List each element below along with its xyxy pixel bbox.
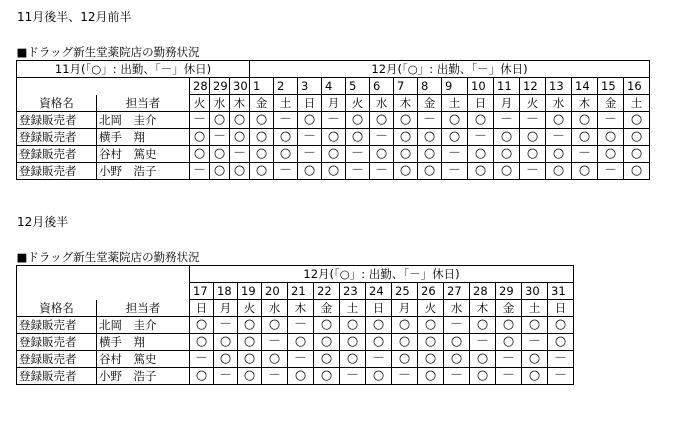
table-row — [17, 334, 574, 351]
weekday-cell: 金 — [314, 300, 340, 317]
attendance-off-mark: － — [548, 368, 574, 385]
attendance-present-mark: ○ — [322, 146, 346, 163]
blank-date-cell — [17, 283, 190, 300]
attendance-off-mark: － — [444, 317, 470, 334]
weekday-cell: 月 — [494, 95, 520, 112]
attendance-off-mark: － — [442, 146, 468, 163]
attendance-present-mark: ○ — [262, 317, 288, 334]
date-cell: 25 — [392, 283, 418, 300]
month-header-row — [17, 61, 650, 78]
table-row — [17, 163, 650, 180]
column-header-qualification: 資格名 — [17, 300, 97, 317]
attendance-off-mark: － — [598, 163, 624, 180]
person-name-cell: 小野 浩子 — [97, 368, 190, 385]
attendance-off-mark: － — [214, 368, 238, 385]
attendance-present-mark: ○ — [370, 112, 394, 129]
weekday-cell: 木 — [288, 300, 314, 317]
attendance-off-mark: － — [262, 334, 288, 351]
attendance-present-mark: ○ — [496, 317, 522, 334]
weekday-cell: 水 — [444, 300, 470, 317]
blank-date-cell — [17, 78, 190, 95]
attendance-present-mark: ○ — [522, 317, 548, 334]
attendance-off-mark: － — [522, 334, 548, 351]
attendance-off-mark: － — [494, 112, 520, 129]
attendance-off-mark: － — [274, 163, 298, 180]
date-cell: 21 — [288, 283, 314, 300]
table-title: ■ドラッグ新生堂薬院店の勤務状況 — [17, 249, 574, 266]
date-cell: 18 — [214, 283, 238, 300]
attendance-present-mark: ○ — [418, 334, 444, 351]
date-cell: 1 — [250, 78, 274, 95]
attendance-off-mark: － — [496, 351, 522, 368]
date-cell: 5 — [346, 78, 370, 95]
attendance-off-mark: － — [190, 112, 210, 129]
attendance-present-mark: ○ — [548, 334, 574, 351]
date-cell: 20 — [262, 283, 288, 300]
weekday-cell: 月 — [392, 300, 418, 317]
qualification-cell: 登録販売者 — [17, 351, 97, 368]
weekday-cell: 日 — [190, 300, 214, 317]
attendance-off-mark: － — [366, 351, 392, 368]
date-cell: 6 — [370, 78, 394, 95]
attendance-present-mark: ○ — [274, 146, 298, 163]
attendance-present-mark: ○ — [238, 351, 262, 368]
table-row — [17, 351, 574, 368]
attendance-present-mark: ○ — [210, 163, 230, 180]
attendance-present-mark: ○ — [522, 368, 548, 385]
person-name-cell: 北岡 圭介 — [97, 317, 190, 334]
person-name-cell: 小野 浩子 — [97, 163, 190, 180]
attendance-present-mark: ○ — [298, 163, 322, 180]
attendance-present-mark: ○ — [572, 129, 598, 146]
weekday-cell: 日 — [548, 300, 574, 317]
date-cell: 7 — [394, 78, 418, 95]
section-heading-2: 12月後半 — [17, 215, 69, 229]
date-cell: 29 — [210, 78, 230, 95]
weekday-cell: 水 — [546, 95, 572, 112]
attendance-present-mark: ○ — [238, 334, 262, 351]
attendance-present-mark: ○ — [496, 334, 522, 351]
attendance-present-mark: ○ — [470, 368, 496, 385]
person-name-cell: 谷村 篤史 — [97, 146, 190, 163]
weekday-cell: 金 — [598, 95, 624, 112]
attendance-present-mark: ○ — [210, 112, 230, 129]
weekday-cell: 木 — [394, 95, 418, 112]
person-name-cell: 北岡 圭介 — [97, 112, 190, 129]
attendance-present-mark: ○ — [624, 163, 650, 180]
attendance-present-mark: ○ — [418, 146, 442, 163]
attendance-off-mark: － — [298, 146, 322, 163]
date-cell: 24 — [366, 283, 392, 300]
attendance-off-mark: － — [370, 163, 394, 180]
weekday-cell: 金 — [496, 300, 522, 317]
attendance-off-mark: － — [346, 146, 370, 163]
date-row — [17, 283, 574, 300]
attendance-off-mark: － — [442, 163, 468, 180]
attendance-present-mark: ○ — [314, 334, 340, 351]
attendance-off-mark: － — [230, 146, 250, 163]
attendance-present-mark: ○ — [250, 112, 274, 129]
attendance-present-mark: ○ — [314, 317, 340, 334]
attendance-off-mark: － — [370, 129, 394, 146]
attendance-present-mark: ○ — [572, 112, 598, 129]
attendance-present-mark: ○ — [392, 334, 418, 351]
blank-header-cell — [17, 266, 190, 283]
date-cell: 8 — [418, 78, 442, 95]
table-title-row — [17, 44, 650, 61]
month-group-right: 12月(「○」: 出勤、「－」休日) — [250, 61, 650, 78]
attendance-present-mark: ○ — [520, 146, 546, 163]
attendance-present-mark: ○ — [418, 368, 444, 385]
date-cell: 3 — [298, 78, 322, 95]
attendance-present-mark: ○ — [394, 129, 418, 146]
attendance-present-mark: ○ — [322, 163, 346, 180]
attendance-off-mark: － — [470, 334, 496, 351]
attendance-off-mark: － — [288, 317, 314, 334]
weekday-cell: 月 — [322, 95, 346, 112]
weekday-cell: 月 — [214, 300, 238, 317]
weekday-cell: 水 — [262, 300, 288, 317]
person-name-cell: 谷村 篤史 — [97, 351, 190, 368]
attendance-off-mark: － — [210, 129, 230, 146]
attendance-present-mark: ○ — [598, 146, 624, 163]
date-cell: 26 — [418, 283, 444, 300]
weekday-cell: 水 — [210, 95, 230, 112]
date-cell: 15 — [598, 78, 624, 95]
attendance-present-mark: ○ — [470, 317, 496, 334]
attendance-off-mark: － — [190, 163, 210, 180]
attendance-present-mark: ○ — [214, 334, 238, 351]
attendance-present-mark: ○ — [394, 112, 418, 129]
attendance-present-mark: ○ — [250, 146, 274, 163]
weekday-cell: 日 — [468, 95, 494, 112]
attendance-off-mark: － — [214, 317, 238, 334]
table-title-row — [17, 249, 574, 266]
attendance-off-mark: － — [520, 163, 546, 180]
attendance-present-mark: ○ — [250, 129, 274, 146]
attendance-present-mark: ○ — [190, 334, 214, 351]
attendance-present-mark: ○ — [340, 317, 366, 334]
attendance-present-mark: ○ — [366, 317, 392, 334]
attendance-off-mark: － — [346, 163, 370, 180]
attendance-present-mark: ○ — [546, 112, 572, 129]
attendance-off-mark: － — [298, 129, 322, 146]
attendance-present-mark: ○ — [274, 129, 298, 146]
date-cell: 30 — [230, 78, 250, 95]
month-group: 12月(「○」: 出勤、「－」休日) — [190, 266, 574, 283]
attendance-present-mark: ○ — [468, 112, 494, 129]
weekday-cell: 木 — [230, 95, 250, 112]
weekday-cell: 木 — [470, 300, 496, 317]
date-cell: 13 — [546, 78, 572, 95]
weekday-cell: 木 — [572, 95, 598, 112]
attendance-present-mark: ○ — [250, 163, 274, 180]
attendance-present-mark: ○ — [624, 129, 650, 146]
attendance-present-mark: ○ — [546, 146, 572, 163]
qualification-cell: 登録販売者 — [17, 368, 97, 385]
section-heading-1: 11月後半、12月前半 — [17, 10, 132, 24]
attendance-off-mark: － — [418, 112, 442, 129]
attendance-present-mark: ○ — [288, 368, 314, 385]
attendance-present-mark: ○ — [346, 112, 370, 129]
attendance-off-mark: － — [190, 351, 214, 368]
attendance-present-mark: ○ — [366, 368, 392, 385]
attendance-off-mark: － — [520, 112, 546, 129]
attendance-present-mark: ○ — [238, 368, 262, 385]
attendance-present-mark: ○ — [340, 334, 366, 351]
attendance-present-mark: ○ — [394, 163, 418, 180]
attendance-present-mark: ○ — [520, 129, 546, 146]
weekday-cell: 土 — [624, 95, 650, 112]
weekday-cell: 土 — [274, 95, 298, 112]
attendance-present-mark: ○ — [418, 317, 444, 334]
table-row — [17, 112, 650, 129]
attendance-present-mark: ○ — [444, 351, 470, 368]
qualification-cell: 登録販売者 — [17, 317, 97, 334]
table-row — [17, 146, 650, 163]
attendance-present-mark: ○ — [470, 351, 496, 368]
date-cell: 4 — [322, 78, 346, 95]
attendance-present-mark: ○ — [442, 129, 468, 146]
attendance-off-mark: － — [548, 351, 574, 368]
attendance-present-mark: ○ — [494, 146, 520, 163]
attendance-present-mark: ○ — [190, 129, 210, 146]
attendance-present-mark: ○ — [394, 146, 418, 163]
weekday-row — [17, 300, 574, 317]
attendance-present-mark: ○ — [214, 351, 238, 368]
attendance-present-mark: ○ — [494, 129, 520, 146]
attendance-off-mark: － — [340, 368, 366, 385]
qualification-cell: 登録販売者 — [17, 334, 97, 351]
qualification-cell: 登録販売者 — [17, 146, 97, 163]
date-cell: 14 — [572, 78, 598, 95]
date-cell: 28 — [470, 283, 496, 300]
attendance-off-mark: － — [288, 351, 314, 368]
date-cell: 27 — [444, 283, 470, 300]
attendance-present-mark: ○ — [190, 146, 210, 163]
weekday-cell: 土 — [340, 300, 366, 317]
attendance-present-mark: ○ — [238, 317, 262, 334]
attendance-off-mark: － — [572, 146, 598, 163]
attendance-table-1 — [16, 44, 650, 180]
attendance-present-mark: ○ — [418, 129, 442, 146]
qualification-cell: 登録販売者 — [17, 112, 97, 129]
date-cell: 30 — [522, 283, 548, 300]
attendance-present-mark: ○ — [546, 163, 572, 180]
attendance-present-mark: ○ — [230, 129, 250, 146]
weekday-cell: 日 — [298, 95, 322, 112]
attendance-off-mark: － — [262, 368, 288, 385]
attendance-present-mark: ○ — [418, 163, 442, 180]
attendance-off-mark: － — [468, 129, 494, 146]
date-cell: 16 — [624, 78, 650, 95]
date-cell: 2 — [274, 78, 298, 95]
attendance-present-mark: ○ — [322, 129, 346, 146]
table-row — [17, 129, 650, 146]
attendance-present-mark: ○ — [288, 334, 314, 351]
person-name-cell: 横手 翔 — [97, 334, 190, 351]
column-header-person: 担当者 — [97, 95, 190, 112]
attendance-present-mark: ○ — [314, 368, 340, 385]
attendance-off-mark: － — [274, 112, 298, 129]
attendance-off-mark: － — [322, 112, 346, 129]
weekday-cell: 金 — [250, 95, 274, 112]
date-row — [17, 78, 650, 95]
attendance-present-mark: ○ — [314, 351, 340, 368]
date-cell: 17 — [190, 283, 214, 300]
date-cell: 23 — [340, 283, 366, 300]
attendance-present-mark: ○ — [230, 163, 250, 180]
attendance-present-mark: ○ — [262, 351, 288, 368]
attendance-present-mark: ○ — [210, 146, 230, 163]
attendance-present-mark: ○ — [190, 317, 214, 334]
column-header-person: 担当者 — [97, 300, 190, 317]
table-row — [17, 317, 574, 334]
attendance-present-mark: ○ — [624, 112, 650, 129]
weekday-cell: 土 — [442, 95, 468, 112]
attendance-present-mark: ○ — [598, 129, 624, 146]
weekday-cell: 金 — [418, 95, 442, 112]
attendance-present-mark: ○ — [340, 351, 366, 368]
attendance-present-mark: ○ — [494, 163, 520, 180]
weekday-cell: 火 — [190, 95, 210, 112]
attendance-present-mark: ○ — [298, 112, 322, 129]
attendance-present-mark: ○ — [468, 146, 494, 163]
weekday-cell: 水 — [370, 95, 394, 112]
attendance-present-mark: ○ — [190, 368, 214, 385]
attendance-present-mark: ○ — [392, 317, 418, 334]
date-cell: 22 — [314, 283, 340, 300]
attendance-table-2 — [16, 249, 574, 385]
month-group-left: 11月(「○」: 出勤、「－」休日) — [17, 61, 250, 78]
weekday-cell: 火 — [520, 95, 546, 112]
attendance-off-mark: － — [392, 368, 418, 385]
qualification-cell: 登録販売者 — [17, 163, 97, 180]
attendance-present-mark: ○ — [366, 334, 392, 351]
attendance-present-mark: ○ — [392, 351, 418, 368]
weekday-cell: 日 — [366, 300, 392, 317]
weekday-row — [17, 95, 650, 112]
attendance-present-mark: ○ — [468, 163, 494, 180]
weekday-cell: 土 — [522, 300, 548, 317]
column-header-qualification: 資格名 — [17, 95, 97, 112]
date-cell: 28 — [190, 78, 210, 95]
date-cell: 29 — [496, 283, 522, 300]
attendance-off-mark: － — [598, 112, 624, 129]
weekday-cell: 火 — [418, 300, 444, 317]
attendance-present-mark: ○ — [442, 112, 468, 129]
attendance-present-mark: ○ — [522, 351, 548, 368]
attendance-present-mark: ○ — [444, 334, 470, 351]
attendance-present-mark: ○ — [624, 146, 650, 163]
date-cell: 9 — [442, 78, 468, 95]
date-cell: 11 — [494, 78, 520, 95]
date-cell: 12 — [520, 78, 546, 95]
weekday-cell: 火 — [346, 95, 370, 112]
table-row — [17, 368, 574, 385]
date-cell: 19 — [238, 283, 262, 300]
weekday-cell: 火 — [238, 300, 262, 317]
attendance-present-mark: ○ — [418, 351, 444, 368]
attendance-present-mark: ○ — [548, 317, 574, 334]
date-cell: 10 — [468, 78, 494, 95]
table-title: ■ドラッグ新生堂薬院店の勤務状況 — [17, 44, 650, 61]
attendance-present-mark: ○ — [572, 163, 598, 180]
qualification-cell: 登録販売者 — [17, 129, 97, 146]
attendance-off-mark: － — [496, 368, 522, 385]
attendance-present-mark: ○ — [370, 146, 394, 163]
attendance-off-mark: － — [444, 368, 470, 385]
person-name-cell: 横手 翔 — [97, 129, 190, 146]
attendance-present-mark: ○ — [230, 112, 250, 129]
month-header-row — [17, 266, 574, 283]
date-cell: 31 — [548, 283, 574, 300]
attendance-present-mark: ○ — [346, 129, 370, 146]
attendance-off-mark: － — [546, 129, 572, 146]
